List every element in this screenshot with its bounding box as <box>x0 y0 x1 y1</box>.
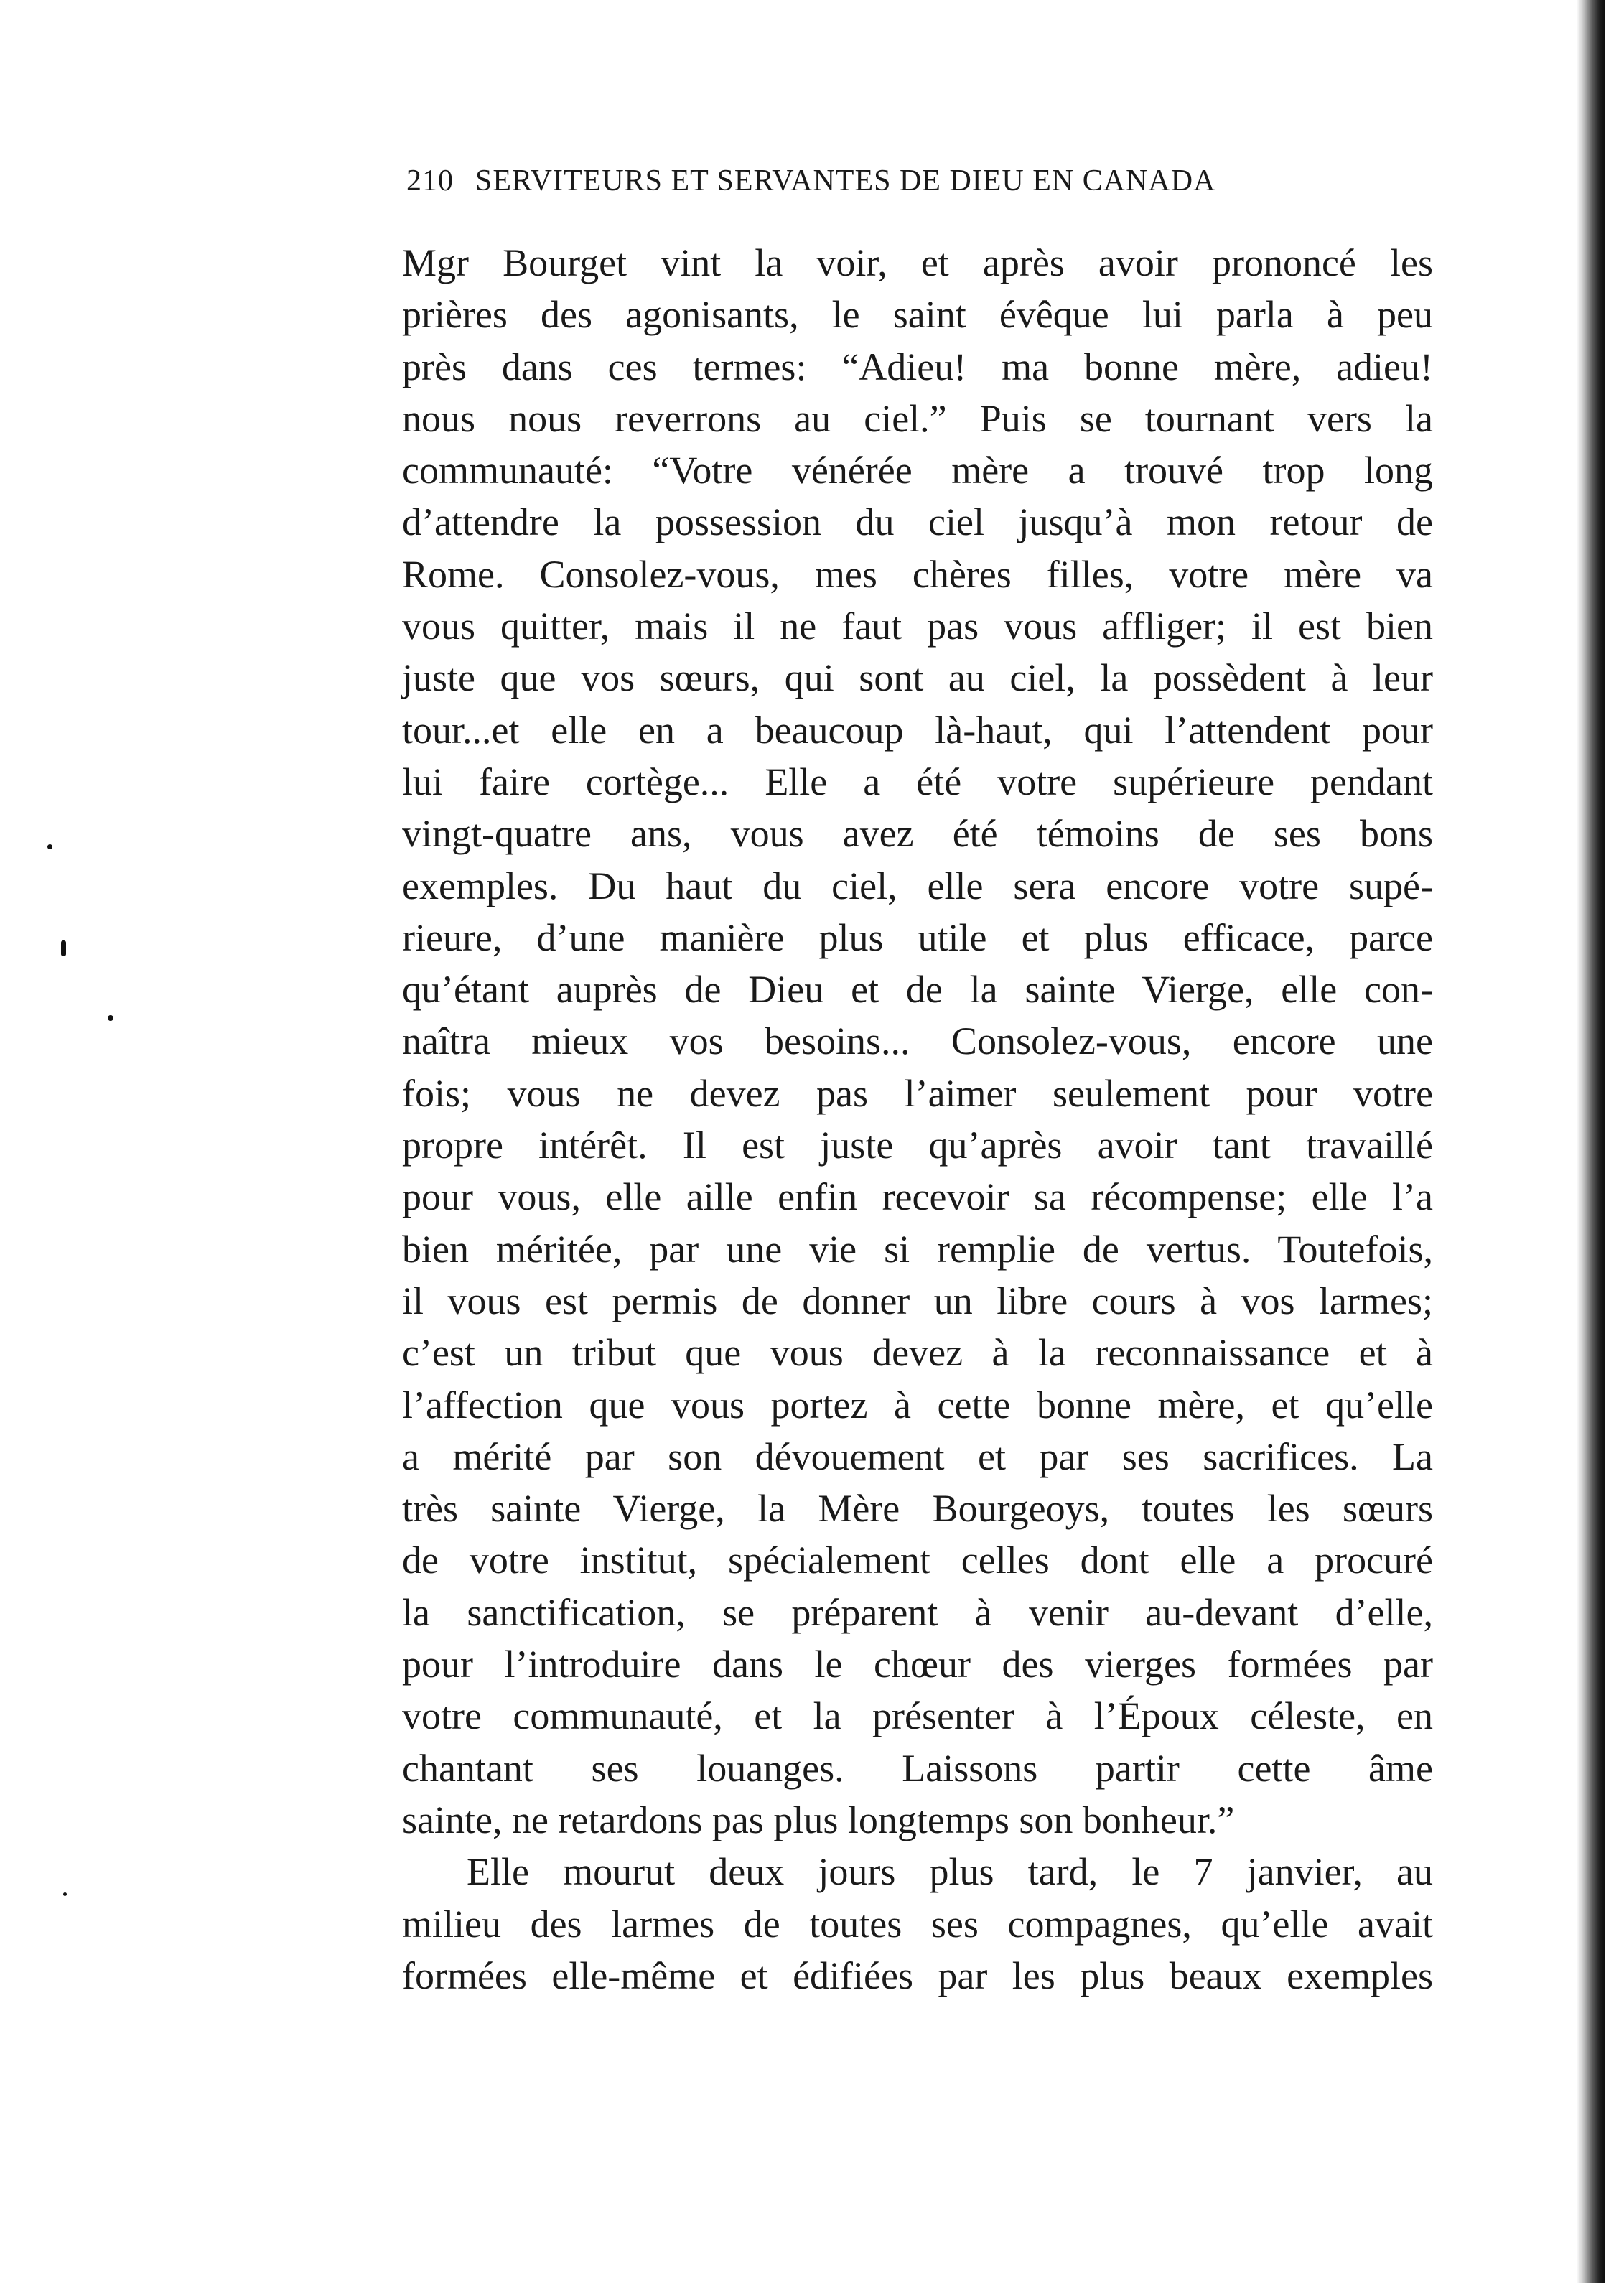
text-line: Rome. Consolez-vous, mes chères filles, votre mère va <box>402 552 1433 596</box>
text-line: lui faire cortège... Elle a été votre supérieure pendant <box>402 760 1433 803</box>
text-line: naîtra mieux vos besoins... Consolez-vous, encore une <box>402 1019 1433 1063</box>
text-line: votre communauté, et la présenter à l’Époux céleste, en <box>402 1694 1433 1738</box>
running-title: SERVITEURS ET SERVANTES DE DIEU EN CANADA <box>475 164 1216 197</box>
ink-speck <box>63 1892 67 1896</box>
text-line: vingt-quatre ans, vous avez été témoins de ses bons <box>402 812 1433 856</box>
text-line: Mgr Bourget vint la voir, et après avoir prononcé les <box>402 241 1433 284</box>
text-line: exemples. Du haut du ciel, elle sera encore votre supé- <box>402 864 1433 907</box>
text-line: il vous est permis de donner un libre cours à vos larmes; <box>402 1279 1433 1322</box>
text-line: c’est un tribut que vous devez à la reconnaissance et à <box>402 1331 1433 1375</box>
ink-speck <box>108 1015 113 1021</box>
text-line: qu’étant auprès de Dieu et de la sainte Vierge, elle con- <box>402 968 1433 1012</box>
text-line: nous nous reverrons au ciel.” Puis se tournant vers la <box>402 396 1433 440</box>
ink-speck <box>47 844 52 849</box>
text-line: formées elle-même et édifiées par les plus beaux exemples <box>402 1953 1433 1997</box>
body-text <box>402 237 1433 2002</box>
running-head <box>406 164 1426 198</box>
text-line: pour vous, elle aille enfin recevoir sa récompense; elle l’a <box>402 1175 1433 1219</box>
binding-edge <box>1577 0 1605 2283</box>
text-line: la sanctification, se préparent à venir au-devant d’elle, <box>402 1590 1433 1634</box>
text-line: propre intérêt. Il est juste qu’après avoir tant travaillé <box>402 1124 1433 1167</box>
text-line: Elle mourut deux jours plus tard, le 7 janvier, au <box>467 1850 1433 1894</box>
page-number: 210 <box>406 164 454 197</box>
text-line: tour...et elle en a beaucoup là-haut, qui l’attendent pour <box>402 708 1433 752</box>
text-line: rieure, d’une manière plus utile et plus efficace, parce <box>402 915 1433 959</box>
text-line: a mérité par son dévouement et par ses sacrifices. La <box>402 1434 1433 1478</box>
text-line: fois; vous ne devez pas l’aimer seulement pour votre <box>402 1071 1433 1115</box>
text-line: chantant ses louanges. Laissons partir cette âme <box>402 1746 1433 1790</box>
page-margin <box>1605 0 1624 2283</box>
text-line: communauté: “Votre vénérée mère a trouvé trop long <box>402 449 1433 492</box>
text-line: milieu des larmes de toutes ses compagnes, qu’elle avait <box>402 1902 1433 1946</box>
text-line: l’affection que vous portez à cette bonne mère, et qu’elle <box>402 1383 1433 1427</box>
text-line: de votre institut, spécialement celles dont elle a procuré <box>402 1539 1433 1582</box>
text-line: sainte, ne retardons pas plus longtemps son bonheur.” <box>402 1798 1235 1841</box>
text-line: très sainte Vierge, la Mère Bourgeoys, toutes les sœurs <box>402 1487 1433 1531</box>
text-line: pour l’introduire dans le chœur des vierges formées par <box>402 1643 1433 1686</box>
text-line: prières des agonisants, le saint évêque lui parla à peu <box>402 293 1433 337</box>
text-line: vous quitter, mais il ne faut pas vous affliger; il est bien <box>402 604 1433 648</box>
text-line: près dans ces termes: “Adieu! ma bonne mère, adieu! <box>402 345 1433 388</box>
text-line: juste que vos sœurs, qui sont au ciel, la possèdent à leur <box>402 656 1433 700</box>
ink-speck <box>61 940 66 956</box>
text-line: bien méritée, par une vie si remplie de vertus. Toutefois, <box>402 1227 1433 1271</box>
text-line: d’attendre la possession du ciel jusqu’à mon retour de <box>402 500 1433 544</box>
